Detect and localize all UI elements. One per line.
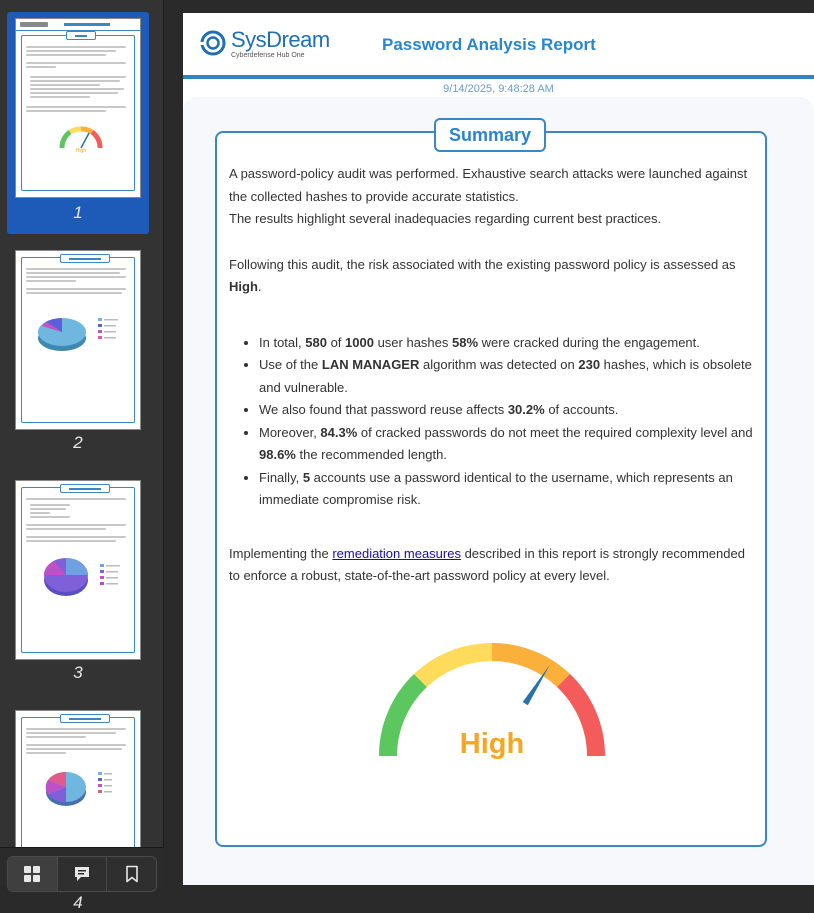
logo-tagline: Cyberdefense Hub One [231, 52, 305, 59]
summary-body [229, 163, 754, 588]
report-header [183, 13, 814, 77]
sidebar-toolbar [0, 847, 164, 885]
svg-text:High: High [75, 148, 87, 154]
grid-icon [23, 865, 41, 883]
risk-gauge [367, 628, 617, 788]
gauge-label: High [459, 728, 525, 760]
gauge-band-orange [492, 643, 570, 687]
section-title: Summary [434, 118, 546, 152]
tab-bookmarks[interactable] [107, 857, 156, 891]
header-divider [183, 75, 814, 79]
risk-suffix: . [257, 279, 262, 294]
thumbnail-page-number: 4 [73, 893, 83, 912]
thumbnail-page-1[interactable] [7, 12, 149, 234]
list-item: • Use of the LAN MANAGER algorithm was detected on 230 hashes, which is obsolete and vulnerable. [259, 354, 754, 399]
sidebar-view-tabs [7, 856, 157, 892]
tab-annotations[interactable] [58, 857, 108, 891]
thumbnail-page-number: 2 [73, 433, 83, 452]
risk-level: High [229, 279, 258, 294]
closing-prefix: Implementing the [229, 545, 333, 561]
findings-list [229, 332, 754, 512]
thumbnail-page-3-image [15, 480, 141, 660]
tab-thumbnails[interactable] [8, 857, 58, 891]
intro-line-2: The results highlight several inadequacies regarding current best practices. [229, 211, 662, 226]
summary-section [215, 125, 767, 847]
list-item: • In total, 580 of 1000 user hashes 58% were cracked during the engagement. [259, 332, 754, 355]
thumbnail-page-1-image [15, 18, 141, 198]
remediation-link[interactable]: remediation measures [332, 545, 461, 561]
intro-line-1: A password-policy audit was performed. Exhaustive search attacks were launched against the collected hashes to provide accurate statistics. [229, 166, 748, 204]
closing-suffix: described in this report is strongly recommended to enforce a robust, state-of-the-art password policy at every level. [229, 545, 745, 583]
thumbnail-page-2-image [15, 250, 141, 430]
logo-icon [199, 29, 227, 57]
logo-name: SysDream [231, 27, 330, 52]
thumbnail-page-number: 3 [73, 663, 83, 682]
thumbnail-page-2[interactable] [7, 244, 149, 466]
list-item: • Finally, 5 accounts use a password identical to the username, which represents an immediate compromise risk. [259, 467, 754, 512]
comment-icon [73, 865, 91, 883]
intro-paragraph [229, 163, 754, 231]
gauge-band-yellow [414, 643, 492, 687]
thumbnail-sidebar[interactable] [0, 0, 164, 912]
risk-prefix: Following this audit, the risk associated with the existing password policy is assessed as [229, 256, 736, 272]
thumbnail-page-number: 1 [73, 203, 83, 222]
bookmark-icon [123, 865, 141, 883]
list-item: • Moreover, 84.3% of cracked passwords do not meet the required complexity level and 98.6% the recommended length. [259, 422, 754, 467]
risk-paragraph [229, 254, 754, 299]
report-timestamp: 9/14/2025, 9:48:28 AM [443, 83, 554, 95]
thumbnail-page-3[interactable] [7, 474, 149, 696]
document-viewer[interactable] [165, 0, 812, 885]
list-item: • We also found that password reuse affects 30.2% of accounts. [259, 399, 754, 422]
thumbnail-page-4[interactable] [7, 704, 149, 912]
pdf-page [183, 13, 814, 885]
page-title: Password Analysis Report [382, 35, 596, 54]
sysdream-logo [199, 29, 330, 60]
closing-paragraph [229, 543, 754, 588]
